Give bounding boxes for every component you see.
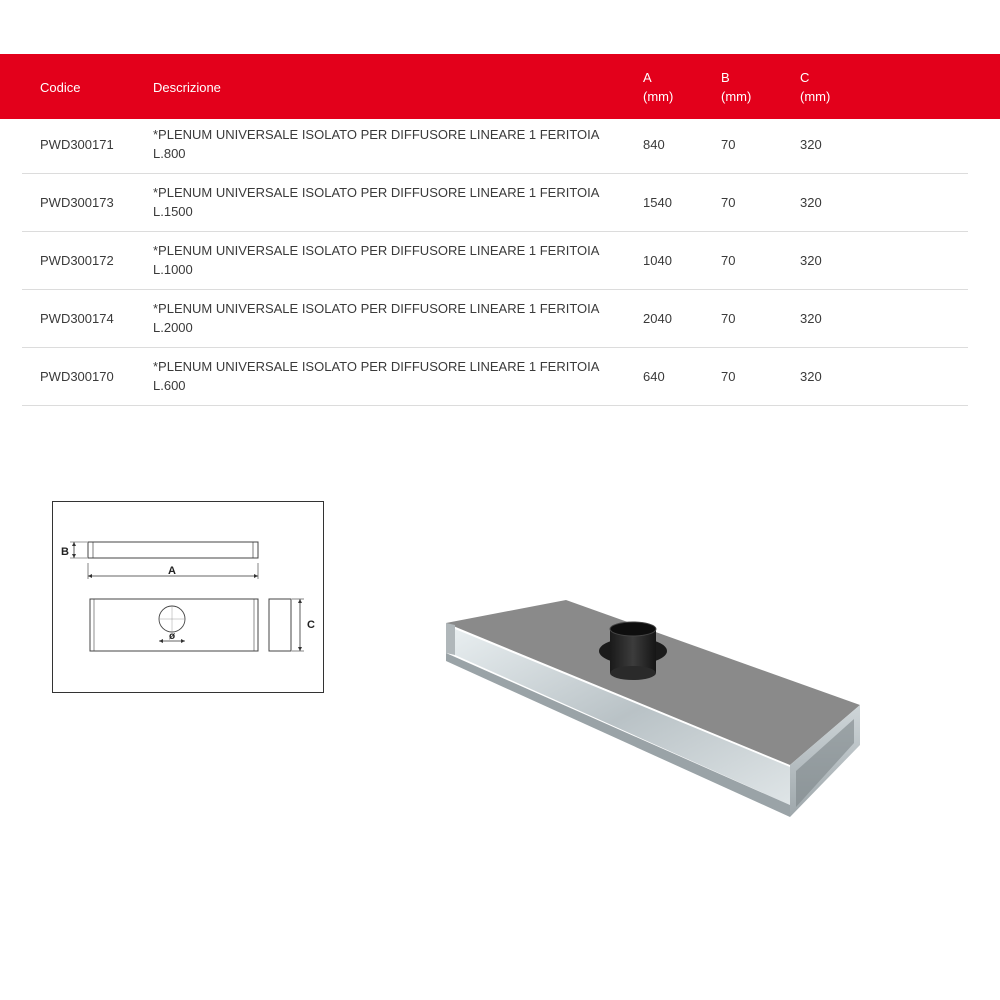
header-c: C (mm) (800, 70, 831, 104)
cell-c: 320 (800, 253, 822, 268)
end-view (269, 599, 291, 651)
header-b: B (mm) (721, 70, 752, 104)
table-row (22, 174, 968, 232)
cell-b: 70 (721, 311, 736, 326)
cell-description: *PLENUM UNIVERSALE ISOLATO PER DIFFUSORE LINEARE 1 FERITOIA L.600 (153, 359, 600, 393)
cell-c: 320 (800, 369, 822, 384)
table-header (0, 54, 1000, 119)
cell-b: 70 (721, 195, 736, 210)
cell-description: *PLENUM UNIVERSALE ISOLATO PER DIFFUSORE LINEARE 1 FERITOIA L.800 (153, 127, 600, 161)
cell-a: 1540 (643, 195, 672, 210)
label-a: A (168, 565, 176, 577)
cell-code: PWD300174 (40, 311, 114, 326)
label-b: B (61, 546, 69, 558)
label-c: C (307, 619, 315, 631)
cell-code: PWD300170 (40, 369, 114, 384)
header-codice: Codice (40, 80, 81, 95)
cell-a: 1040 (643, 253, 672, 268)
cell-c: 320 (800, 311, 822, 326)
cell-c: 320 (800, 195, 822, 210)
technical-drawing (52, 501, 324, 693)
cell-description: *PLENUM UNIVERSALE ISOLATO PER DIFFUSORE LINEARE 1 FERITOIA L.2000 (153, 301, 600, 335)
table-row (22, 348, 968, 406)
cell-code: PWD300172 (40, 253, 114, 268)
cell-code: PWD300173 (40, 195, 114, 210)
header-descrizione: Descrizione (153, 80, 221, 95)
cell-a: 840 (643, 137, 665, 152)
header-a: A (mm) (643, 70, 674, 104)
cell-b: 70 (721, 369, 736, 384)
cell-a: 640 (643, 369, 665, 384)
cell-description: *PLENUM UNIVERSALE ISOLATO PER DIFFUSORE LINEARE 1 FERITOIA L.1000 (153, 243, 600, 277)
cell-description: *PLENUM UNIVERSALE ISOLATO PER DIFFUSORE LINEARE 1 FERITOIA L.1500 (153, 185, 600, 219)
cell-b: 70 (721, 253, 736, 268)
product-image (440, 595, 860, 820)
side-view (88, 542, 258, 558)
table-row (22, 232, 968, 290)
table-row (22, 290, 968, 348)
table-row (22, 116, 968, 174)
cell-code: PWD300171 (40, 137, 114, 152)
cell-c: 320 (800, 137, 822, 152)
cell-a: 2040 (643, 311, 672, 326)
label-diameter: ø (168, 631, 176, 642)
cell-b: 70 (721, 137, 736, 152)
